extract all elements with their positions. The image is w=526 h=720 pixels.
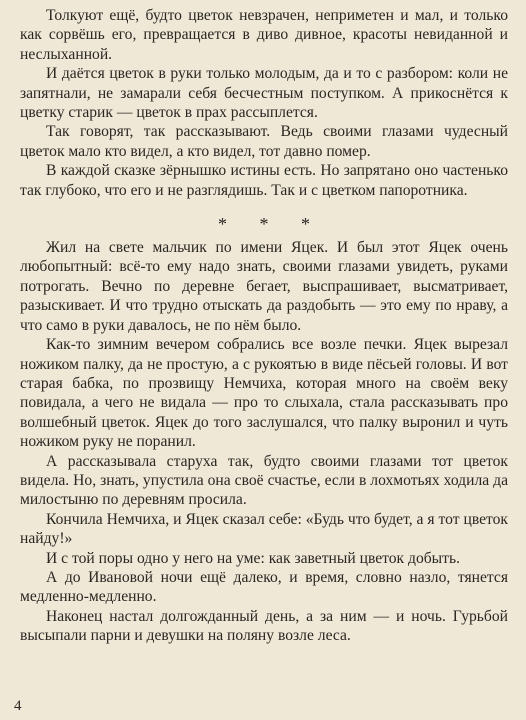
paragraph: И с той поры одно у него на уме: как заветный цветок добыть. (46, 549, 460, 567)
text-section-2 (20, 238, 508, 646)
page-number: 4 (14, 698, 22, 714)
paragraph: В каждой сказке зёрнышко истины есть. Но запрятано оно частенько так глубоко, что его и не разглядишь. Так и с цветком папоротника. (20, 162, 508, 199)
paragraph: Наконец настал долгожданный день, а за ним — и ночь. Гурьбой высыпали парни и девушки на поляну возле леса. (20, 607, 508, 645)
section-separator: * * * (218, 214, 324, 235)
paragraph: Как-то зимним вечером собрались все возле печки. Яцек вырезал ножиком палку, да не простую, а с рукоятью в виде пёсьей головы. И вот старая бабка, по прозвищу Немчиха, которая много на своём веку повидала, а чего не видала — про то слыхала, стала рассказывать про волшебный цветок. Яцек до того заслушался, что палку выронил и чуть ножиком руку не поранил. (20, 336, 508, 451)
paragraph: Жил на свете мальчик по имени Яцек. И был этот Яцек очень любопытный: всё-то ему надо знать, своими глазами увидеть, руками потрогать. Вечно по деревне бегает, выспрашивает, высматривает, разыскивает. И что трудно отыскать да раздобыть — это ему по нраву, а что само в руки давалось, не по нём было. (20, 239, 508, 334)
text-section-1 (20, 6, 508, 200)
paragraph: И даётся цветок в руки только молодым, да и то с разбором: коли не запятнали, не замарали себя бесчестным поступком. А прикоснётся к цветку старик — цветок в прах рассыплется. (20, 65, 508, 122)
paragraph: Так говорят, так рассказывают. Ведь своими глазами чудесный цветок мало кто видел, а кто видел, тот давно помер. (20, 123, 508, 160)
paragraph: Кончила Немчиха, и Яцек сказал себе: «Будь что будет, а я тот цветок найду!» (20, 510, 508, 548)
paragraph: Толкуют ещё, будто цветок невзрачен, неприметен и мал, и только как сорвёшь его, превращается в диво дивное, красоты невиданной и неслыханной. (20, 7, 508, 63)
paragraph: А до Ивановой ночи ещё далеко, и время, словно назло, тянется медленно-медленно. (20, 568, 508, 606)
paragraph: А рассказывала старуха так, будто своими глазами тот цветок видела. Но, знать, упустила она своё счастье, если в лохмотьях ходила да милостыню по деревням просила. (20, 452, 508, 509)
